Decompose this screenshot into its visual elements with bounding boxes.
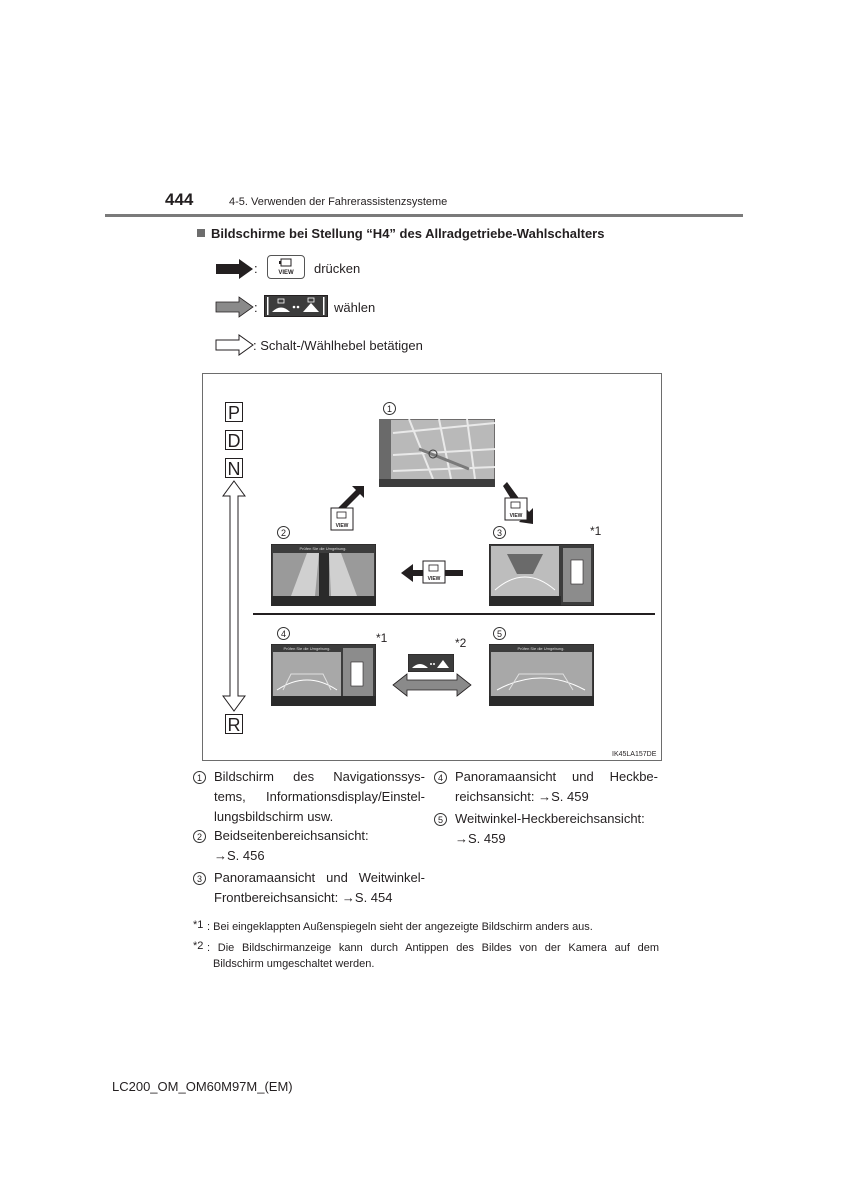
item-4-line-2: reichsansicht: →S. 459 [455,789,589,804]
front-panorama-screen [489,544,594,606]
legend-colon-1: : [254,261,258,276]
navigation-map-screen [379,419,495,487]
marker-3: 3 [493,526,506,539]
legend-shift-text: : Schalt-/Wählhebel betätigen [253,338,423,353]
view-button-label: VIEW [278,270,294,276]
black-arrow-icon [215,258,255,280]
item-3-line-2: Frontbereichsansicht: →S. 454 [214,890,393,905]
camera-view-figure [202,373,662,761]
note-2-mark: *2 [193,940,204,952]
view-arrow-down-icon [499,482,539,534]
double-horizontal-arrow-icon [391,672,473,698]
outline-arrow-icon [215,334,255,356]
gear-shift-double-arrow-icon [221,480,247,712]
list-item-5 [434,809,658,849]
gray-arrow-icon [215,296,255,318]
item-1-line-1: Bildschirm des Navigationssys- [214,769,425,784]
bullet-square-icon [197,229,205,237]
camera-switch-icon [264,295,328,317]
list-item-4 [434,767,658,807]
item-5-line-1: Weitwinkel-Heckbereichsansicht: [455,811,645,826]
marker-4: 4 [277,627,290,640]
asterisk-1-bottom: *1 [376,631,388,645]
marker-1: 1 [383,402,396,415]
side-view-screen [271,544,376,606]
marker-2: 2 [277,526,290,539]
asterisk-2: *2 [455,636,467,650]
note-2-line-2: Bildschirm umgeschaltet werden. [213,958,375,970]
wide-rear-caption: Prüfen Sie die Umgebung. [517,646,565,651]
note-1-mark: *1 [193,919,204,931]
legend-colon-2: : [254,300,258,315]
section-heading-text: Bildschirme bei Stellung “H4” des Allradgetriebe-Wahlschalters [211,226,605,241]
item-4-line-1: Panoramaansicht und Heckbe- [455,769,658,784]
item-5-marker: 5 [434,813,447,826]
item-4-marker: 4 [434,771,447,784]
item-1-line-3: lungsbildschirm usw. [214,809,334,824]
list-item-1 [193,767,425,827]
marker-5: 5 [493,627,506,640]
legend-press-text: drücken [314,261,361,276]
legend-select-text: wählen [334,300,376,315]
gear-d: D [225,430,243,450]
svg-text:VIEW: VIEW [509,513,523,519]
item-2-line-2: →S. 456 [214,848,265,863]
side-view-caption: Prüfen Sie die Umgebung. [299,546,347,551]
note-1-text: : Bei eingeklappten Außenspiegeln sieht der angezeigte Bildschirm anders aus. [207,921,593,933]
gear-n: N [225,458,243,478]
list-item-2 [193,826,425,866]
rear-panorama-caption: Prüfen Sie die Umgebung. [283,646,331,651]
note-2-line-1: : Die Bildschirmanzeige kann durch Antippen des Bildes von der Kamera auf dem [207,942,659,954]
camera-switch-small-icon [408,654,454,672]
svg-text:VIEW: VIEW [335,523,349,529]
item-1-line-2: tems, Informationsdisplay/Einstel- [214,789,425,804]
chapter-title: 4-5. Verwenden der Fahrerassistenzsysteme [229,196,448,208]
wide-rear-screen [489,644,594,706]
header-rule [105,214,743,217]
asterisk-1-top: *1 [590,524,602,538]
section-heading [197,226,604,241]
view-arrow-left-icon [399,559,465,587]
svg-text:VIEW: VIEW [427,576,441,582]
list-item-3 [193,868,425,908]
view-arrow-up-icon [328,484,368,532]
gear-p: P [225,402,243,422]
page-number: 444 [165,190,194,209]
item-2-line-1: Beidseitenbereichsansicht: [214,828,369,843]
item-5-line-2: →S. 459 [455,831,506,846]
figure-code: IK45LA157DE [612,751,657,758]
rear-panorama-screen [271,644,376,706]
item-1-marker: 1 [193,771,206,784]
document-code: LC200_OM_OM60M97M_(EM) [112,1079,293,1094]
gear-r: R [225,714,243,734]
item-3-marker: 3 [193,872,206,885]
view-button-icon [267,255,305,279]
item-2-marker: 2 [193,830,206,843]
gear-divider-line [253,613,655,615]
item-3-line-1: Panoramaansicht und Weitwinkel- [214,870,425,885]
